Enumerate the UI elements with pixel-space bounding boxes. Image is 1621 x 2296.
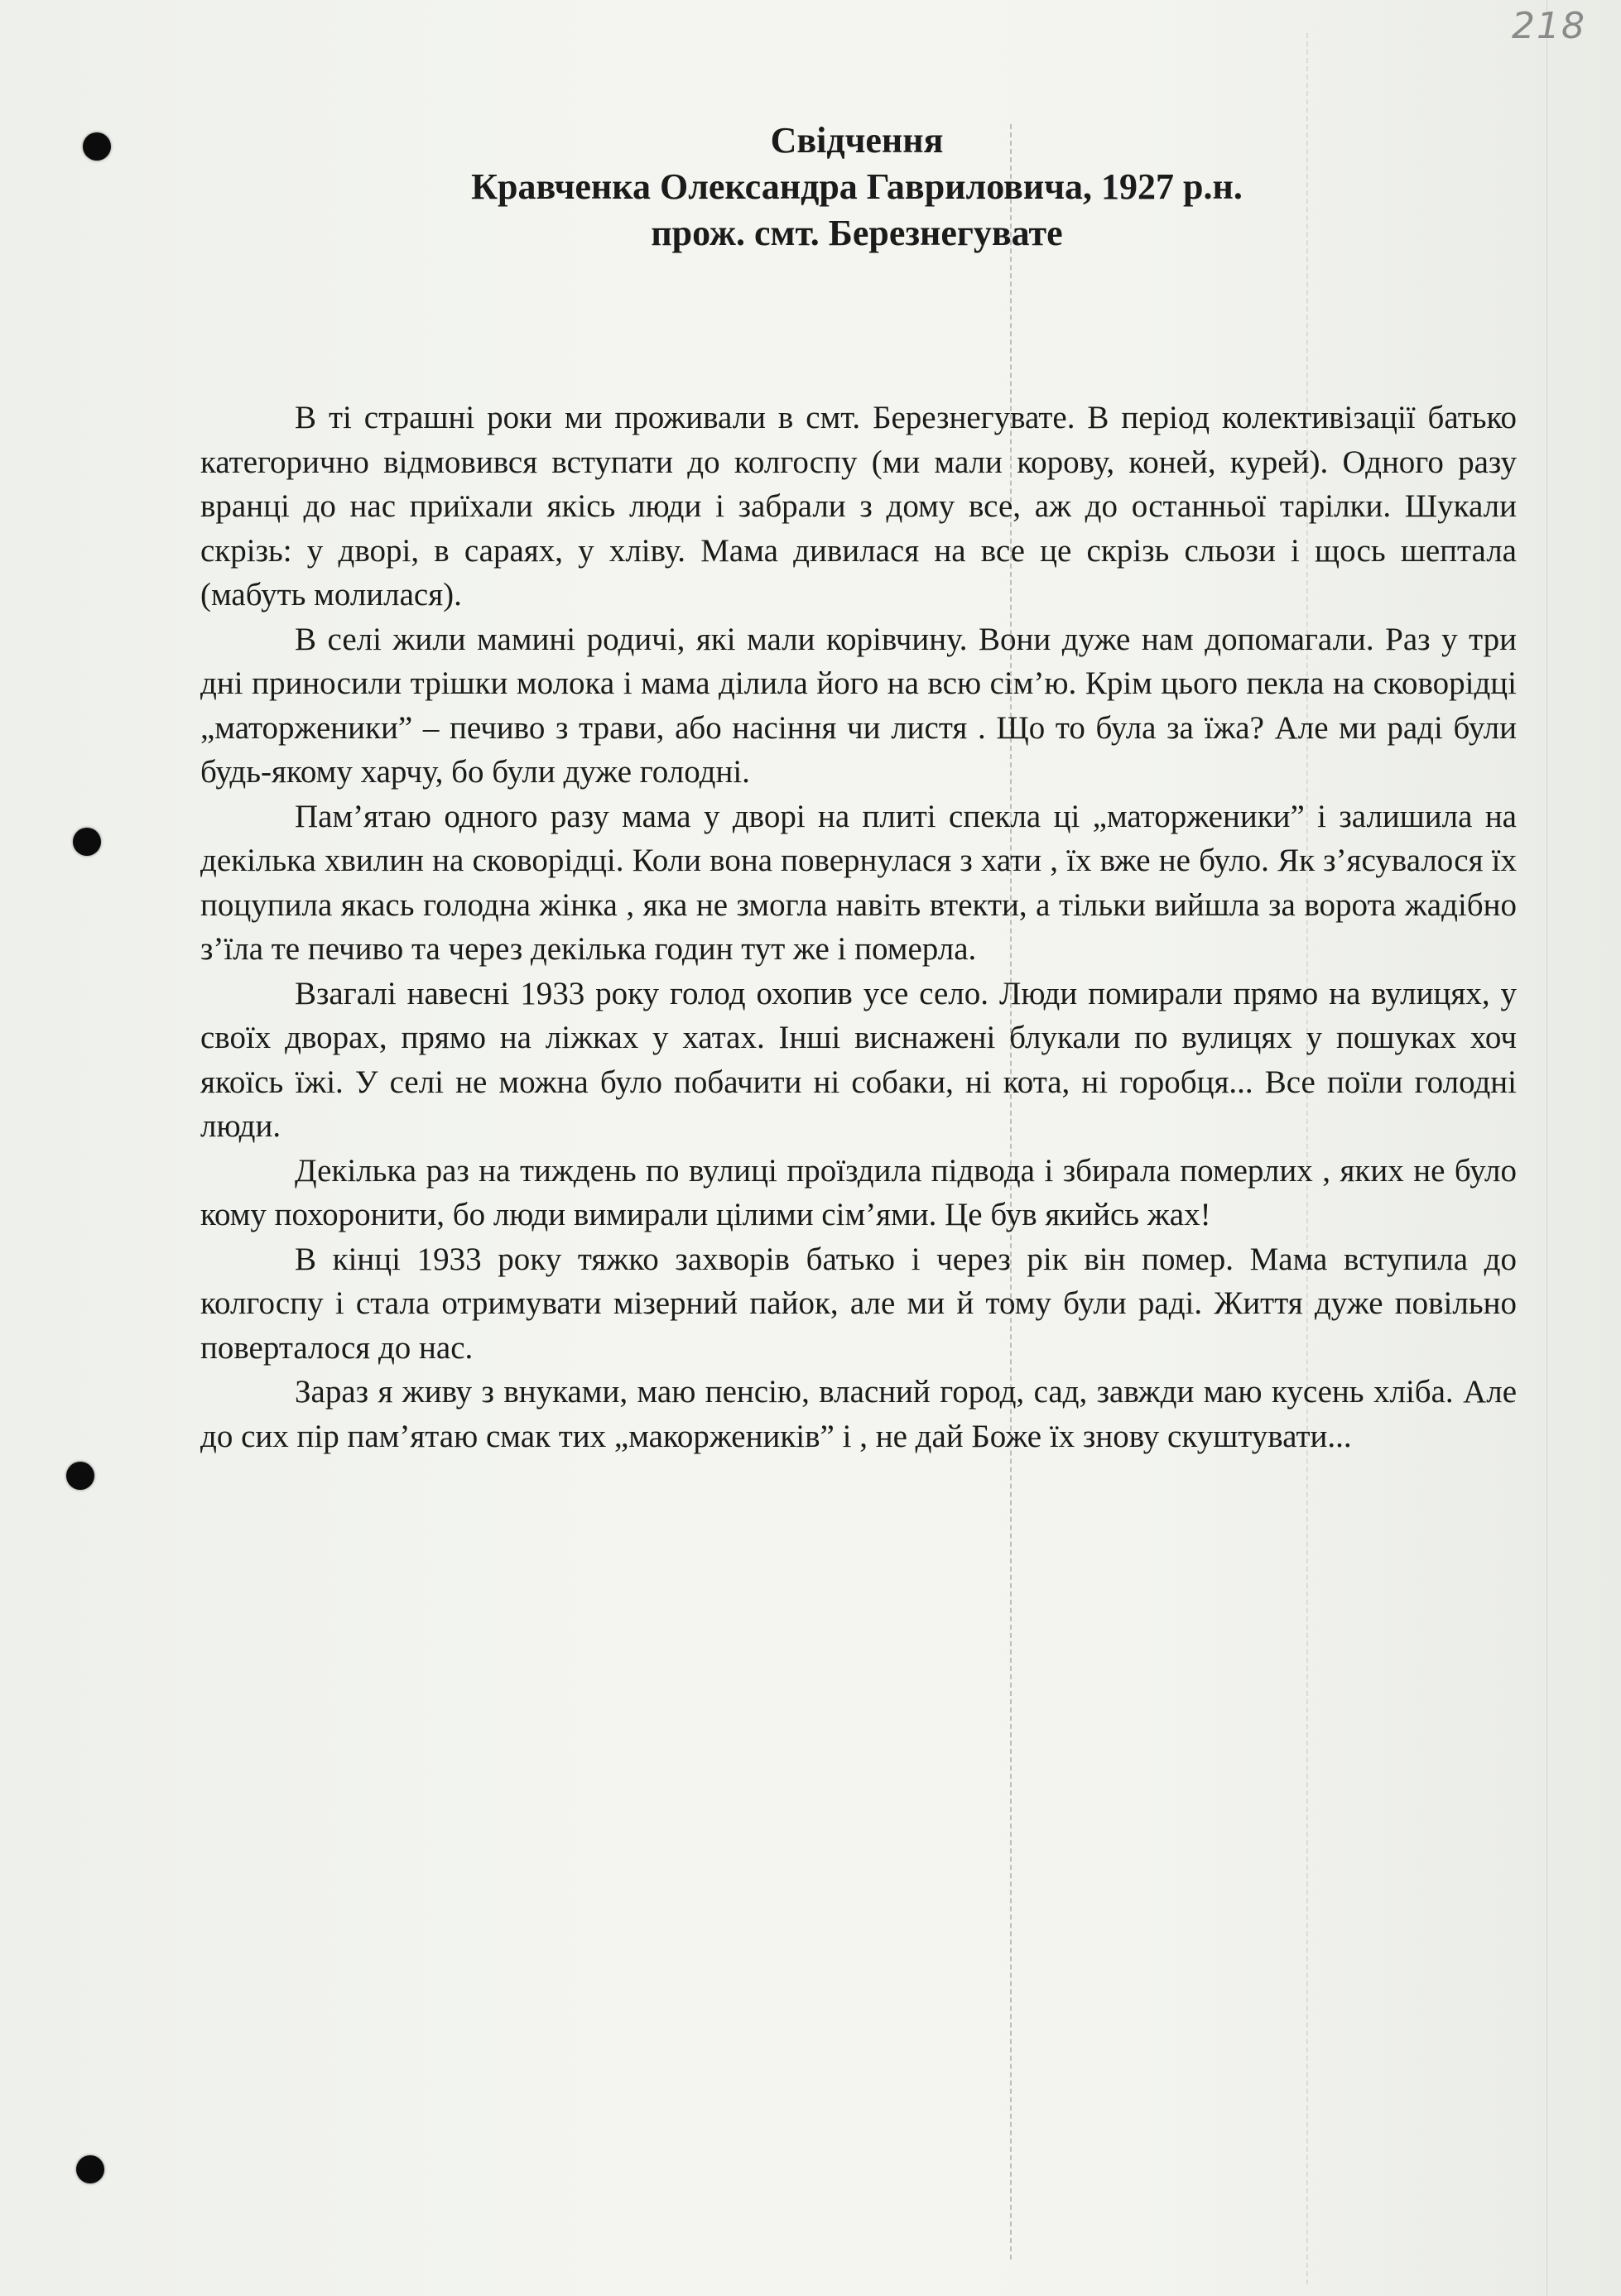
punch-hole <box>66 1462 94 1490</box>
page-number: 218 <box>1512 5 1586 47</box>
fold-line <box>1546 0 1547 2296</box>
punch-hole <box>83 132 111 161</box>
punch-hole <box>76 2155 104 2183</box>
paragraph: В ті страшні роки ми проживали в смт. Березнегувате. В період колективізації батько категорично відмовився вступати до колгоспу (ми мали корову, коней, курей). Одного разу вранці до нас приїхали якісь люди і забрали з дому все, аж до останньої тарілки. Шукали скрізь: у дворі, в сараях, у хліву. Мама дивилася на все це скрізь сльози і щось шептала (мабуть молилася). <box>200 400 1517 612</box>
paragraph: Зараз я живу з внуками, маю пенсію, власний город, сад, завжди маю кусень хліба. Але до сих пір пам’ятаю смак тих „макоржеників” і , не дай Боже їх знову скуштувати... <box>200 1374 1517 1454</box>
paragraph: Взагалі навесні 1933 року голод охопив усе село. Люди помирали прямо на вулицях, у своїх дворах, прямо на ліжках у хатах. Інші виснажені блукали по вулицях у пошуках хоч якоїсь їжі. У селі не можна було побачити ні собаки, ні кота, ні горобця... Все поїли голодні люди. <box>200 975 1517 1144</box>
paragraph: В селі жили мамині родичі, які мали корівчину. Вони дуже нам допомагали. Раз у три дні приносили трішки молока і мама ділила його на всю сім’ю. Крім цього пекла на сковорідці „маторженики” – печиво з трави, або насіння чи листя . Що то була за їжа? Але ми раді були будь-якому харчу, бо були дуже голодні. <box>200 621 1517 790</box>
heading-title: Свідчення <box>770 120 944 161</box>
punch-hole <box>73 828 101 856</box>
paragraph: Пам’ятаю одного разу мама у дворі на плиті спекла ці „маторженики” і залишила на декілька хвилин на сковорідці. Коли вона повернулася з хати , їх вже не було. Як з’ясувалося їх поцупила якась голодна жінка , яка не змогла навіть втекти, а тільки вийшла за ворота жадібно з’їла те печиво та через декілька годин тут же і померла. <box>200 798 1517 967</box>
heading-residence: прож. смт. Березнегувате <box>651 213 1063 253</box>
testimony-body <box>200 396 1517 1458</box>
paragraph: В кінці 1933 року тяжко захворів батько і через рік він помер. Мама вступила до колгоспу і стала отримувати мізерний пайок, але ми й тому були раді. Життя дуже повільно поверталося до нас. <box>200 1241 1517 1366</box>
heading-person: Кравченка Олександра Гавриловича, 1927 р.н. <box>471 166 1243 207</box>
document-heading <box>315 118 1399 257</box>
paragraph: Декілька раз на тиждень по вулиці проїздила підвода і збирала померлих , яких не було кому похоронити, бо люди вимирали цілими сім’ями. Це був якийсь жах! <box>200 1152 1517 1232</box>
